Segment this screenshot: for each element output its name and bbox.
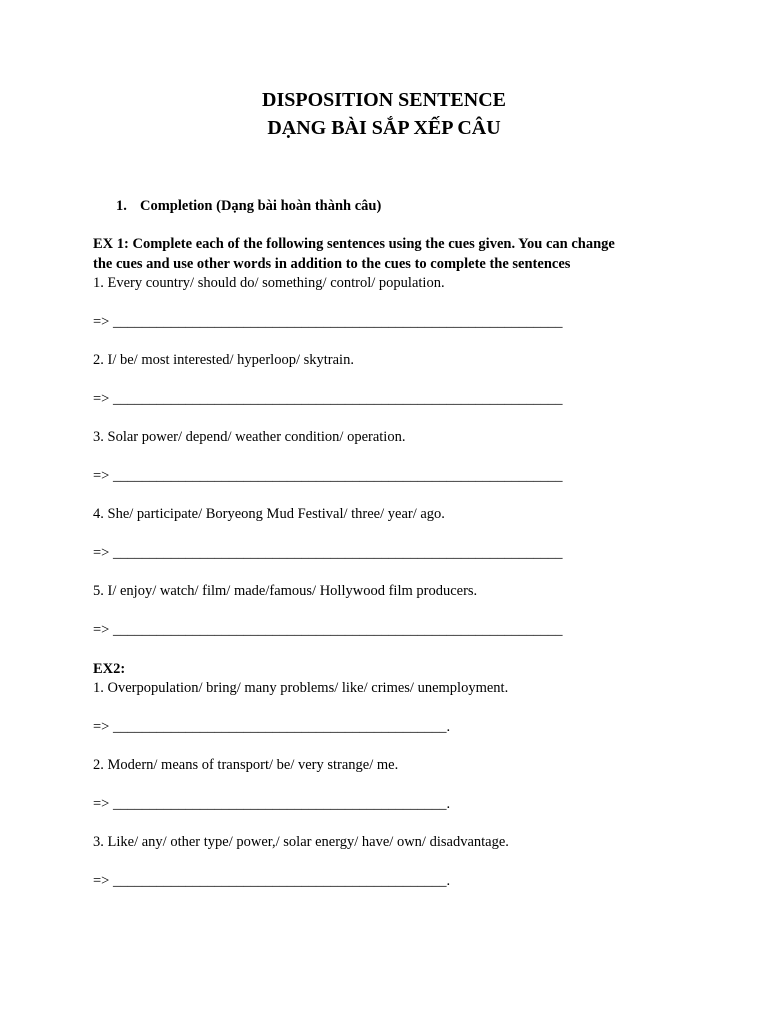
exercise-2-item-2-answer-line: => ______________________________________________. bbox=[93, 796, 451, 812]
document-subtitle: DẠNG BÀI SẮP XẾP CÂU bbox=[267, 117, 501, 139]
exercise-2-item-1-prompt: 1. Overpopulation/ bring/ many problems/ like/ crimes/ unemployment. bbox=[93, 680, 509, 696]
exercise-2-item-3-prompt: 3. Like/ any/ other type/ power,/ solar energy/ have/ own/ disadvantage. bbox=[93, 834, 509, 850]
exercise-1-item-1-answer-line: => ______________________________________________________________ bbox=[93, 314, 563, 330]
section-title: Completion (Dạng bài hoàn thành câu) bbox=[140, 198, 382, 214]
exercise-2-item-1-answer-line: => ______________________________________________. bbox=[93, 719, 451, 735]
exercise-1-item-2-answer-line: => ______________________________________________________________ bbox=[93, 391, 563, 407]
exercise-1-item-5-answer-line: => ______________________________________________________________ bbox=[93, 622, 563, 638]
exercise-1-instruction-line-2: the cues and use other words in addition to the cues to complete the sentences bbox=[93, 256, 571, 272]
exercise-1-instruction-line-1: EX 1: Complete each of the following sentences using the cues given. You can change bbox=[93, 236, 615, 252]
exercise-1-item-4-prompt: 4. She/ participate/ Boryeong Mud Festival/ three/ year/ ago. bbox=[93, 506, 445, 522]
exercise-2-item-2-prompt: 2. Modern/ means of transport/ be/ very strange/ me. bbox=[93, 757, 399, 773]
section-heading-completion bbox=[116, 197, 381, 215]
document-title: DISPOSITION SENTENCE bbox=[262, 89, 506, 111]
exercise-1-item-1-prompt: 1. Every country/ should do/ something/ control/ population. bbox=[93, 275, 445, 291]
section-number: 1. bbox=[116, 198, 127, 214]
exercise-2-heading: EX2: bbox=[93, 661, 126, 677]
exercise-1-item-3-prompt: 3. Solar power/ depend/ weather condition/ operation. bbox=[93, 429, 406, 445]
exercise-1-item-2-prompt: 2. I/ be/ most interested/ hyperloop/ skytrain. bbox=[93, 352, 354, 368]
exercise-1-item-4-answer-line: => ______________________________________________________________ bbox=[93, 545, 563, 561]
exercise-1-item-3-answer-line: => ______________________________________________________________ bbox=[93, 468, 563, 484]
exercise-1-item-5-prompt: 5. I/ enjoy/ watch/ film/ made/famous/ Hollywood film producers. bbox=[93, 583, 478, 599]
exercise-2-item-3-answer-line: => ______________________________________________. bbox=[93, 873, 451, 889]
